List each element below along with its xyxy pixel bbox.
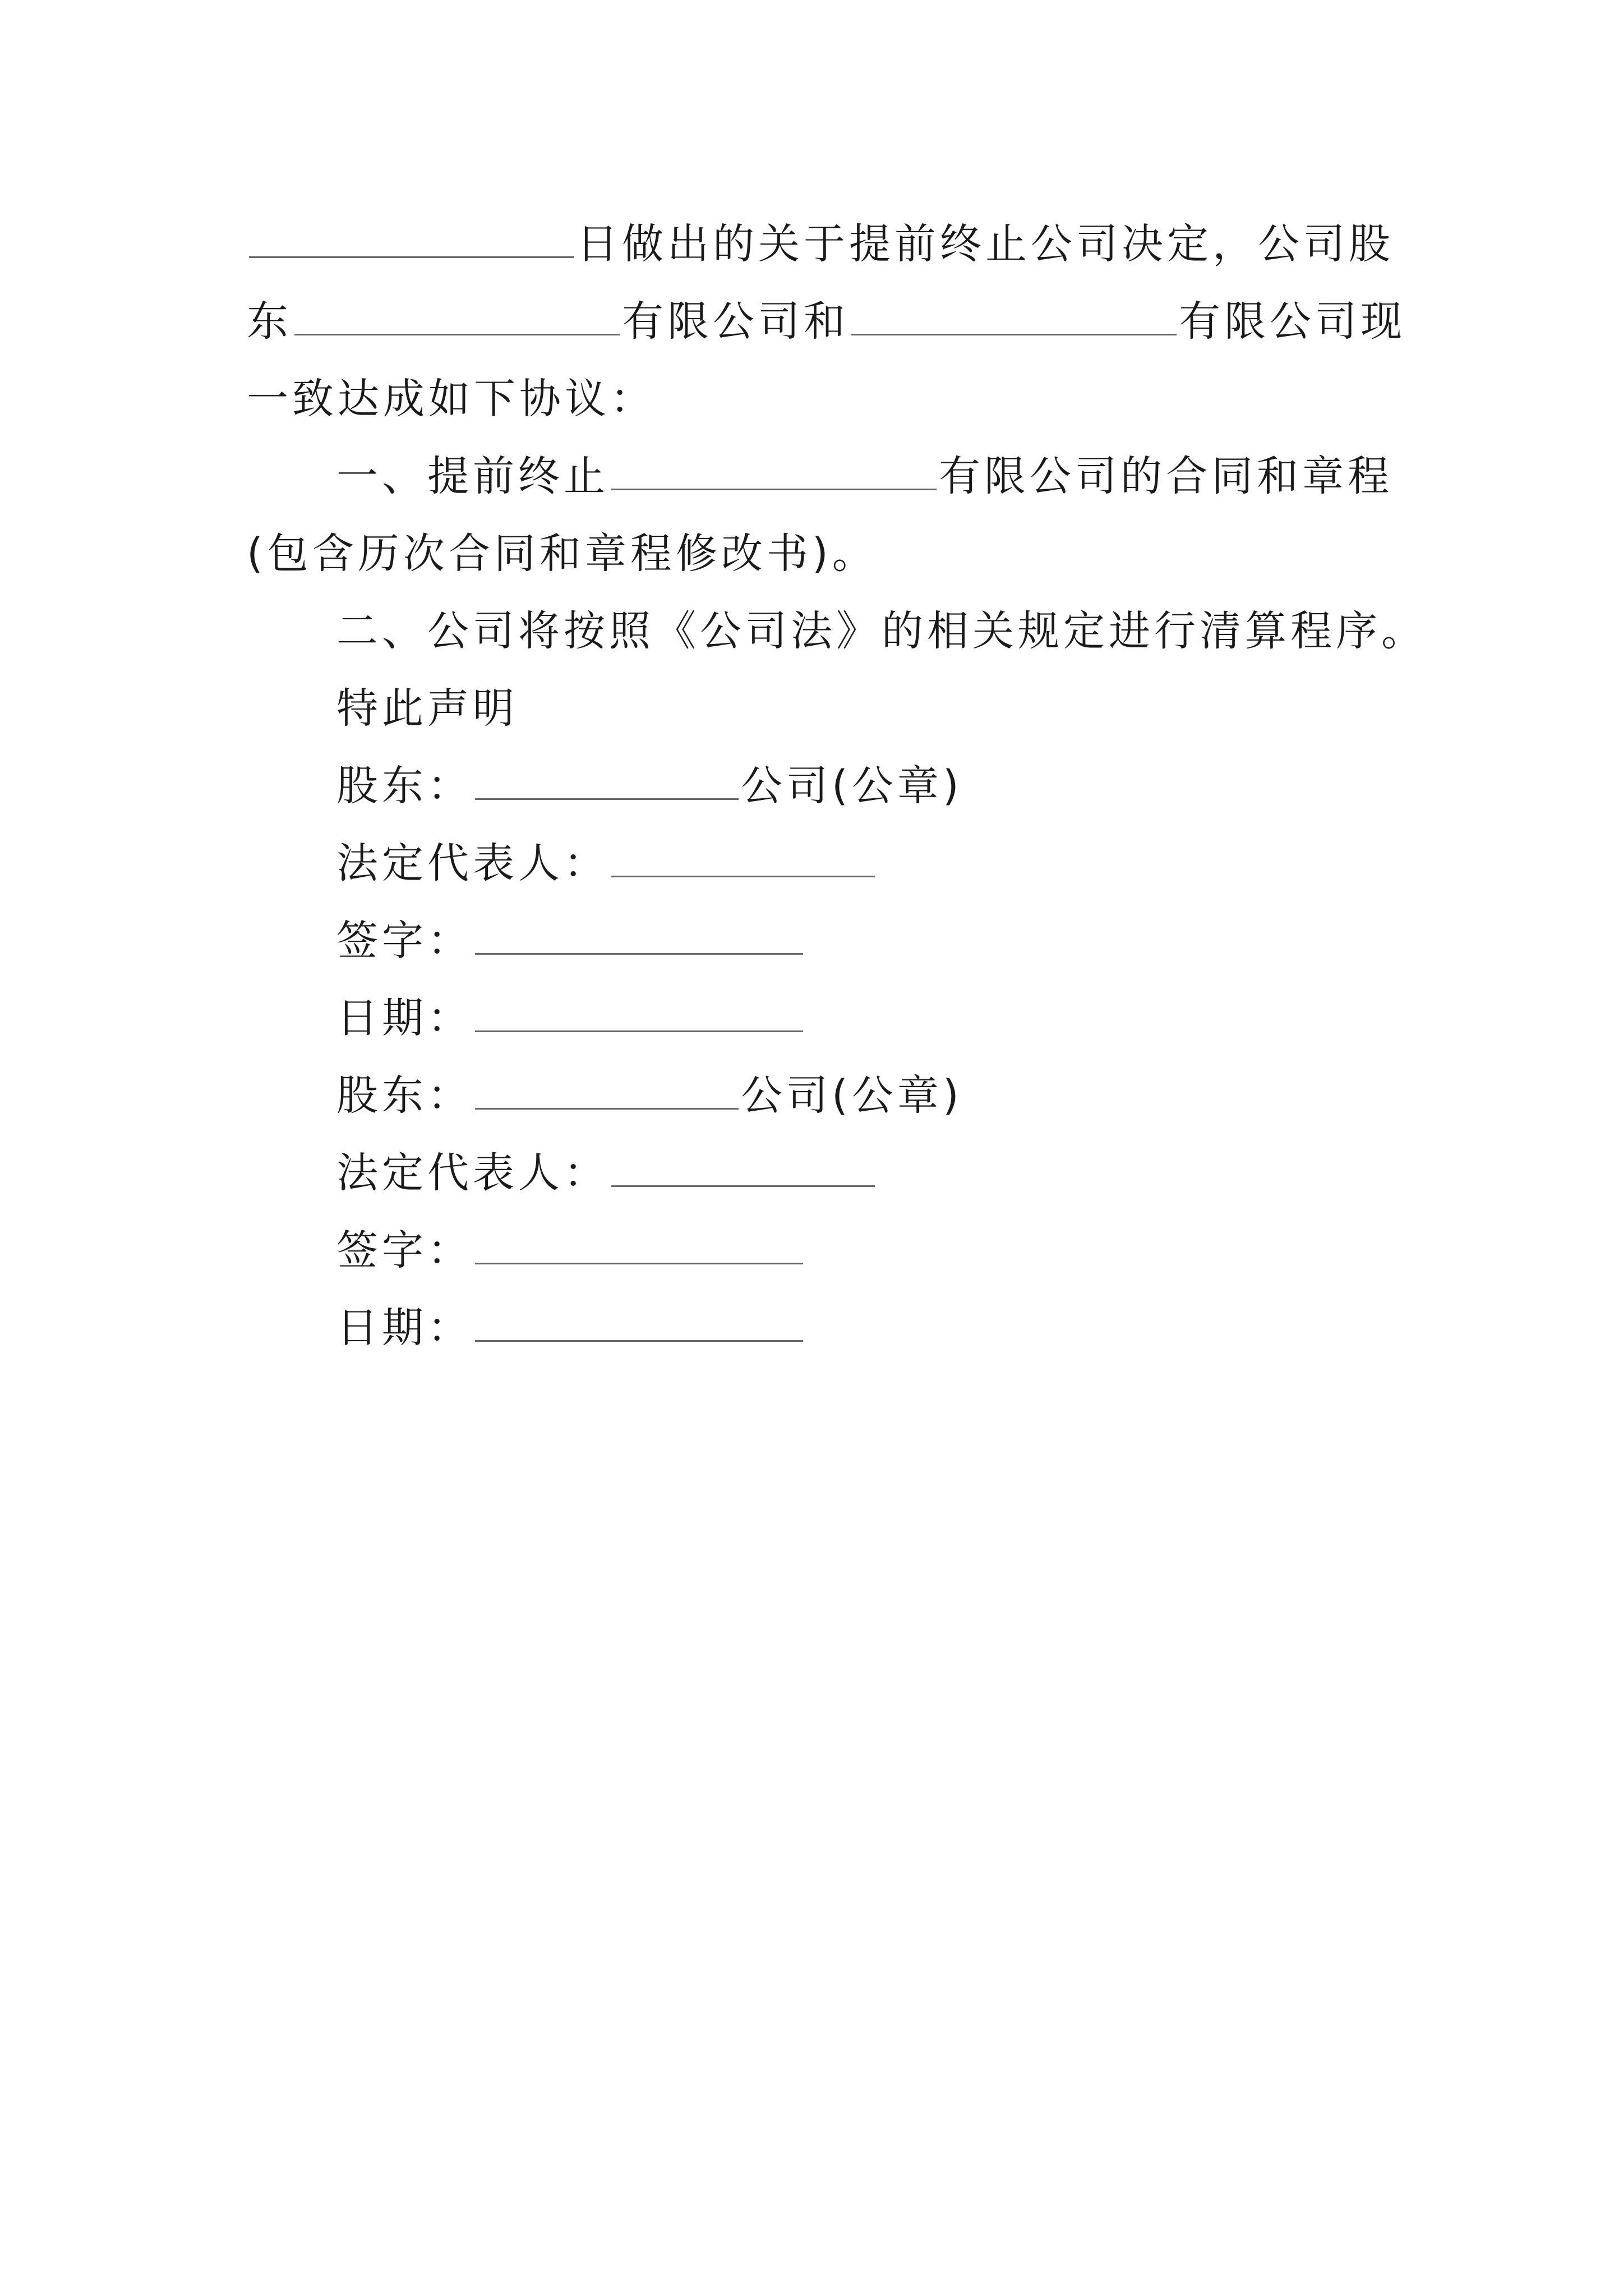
sig2-date-row	[336, 1294, 805, 1361]
para1-line3-text: 一致达成如下协议：	[247, 375, 656, 423]
clause1-prefix: 一、提前终止	[336, 452, 609, 500]
sig2-legal-rep-label: 法定代表人：	[336, 1149, 609, 1197]
clause1-company-blank[interactable]	[611, 447, 937, 490]
sig1-sign-label: 签字：	[336, 917, 473, 965]
sig1-date-row	[336, 984, 805, 1052]
para1-line2-prefix: 东	[247, 297, 292, 346]
sig1-date-blank[interactable]	[475, 989, 803, 1032]
date-blank[interactable]	[249, 215, 574, 258]
clause1-line2	[247, 520, 878, 587]
sig1-sign-blank[interactable]	[475, 912, 803, 955]
para1-line3	[247, 365, 656, 432]
sig2-shareholder-row	[336, 1062, 963, 1129]
para1-line2-mid: 有限公司和	[622, 297, 849, 346]
para1-line2-suffix: 有限公司现	[1179, 297, 1406, 346]
clause2-text: 二、公司将按照《公司法》的相关规定进行清算程序。	[336, 607, 1427, 655]
clause1-continuation: (包含历次合同和章程修改书)。	[247, 530, 878, 578]
sig2-sign-row	[336, 1217, 805, 1284]
clause1-line1	[336, 443, 1393, 510]
sig1-company-suffix: 公司(公章)	[741, 762, 963, 810]
sig2-legal-rep-blank[interactable]	[611, 1144, 875, 1187]
declaration-text: 特此声明	[336, 684, 518, 733]
sig1-shareholder-row	[336, 752, 963, 820]
sig2-shareholder-label: 股东：	[336, 1071, 473, 1120]
company-a-blank[interactable]	[294, 292, 620, 335]
sig2-company-suffix: 公司(公章)	[741, 1071, 963, 1120]
sig2-company-blank[interactable]	[475, 1066, 739, 1110]
sig1-date-label: 日期：	[336, 994, 473, 1042]
para1-line2	[247, 288, 1406, 355]
sig1-legal-rep-label: 法定代表人：	[336, 839, 609, 887]
sig1-sign-row	[336, 907, 805, 974]
sig1-company-blank[interactable]	[475, 757, 739, 800]
sig1-shareholder-label: 股东：	[336, 762, 473, 810]
clause2-line	[336, 597, 1427, 665]
sig2-sign-label: 签字：	[336, 1226, 473, 1274]
sig2-sign-blank[interactable]	[475, 1221, 803, 1264]
sig2-date-label: 日期：	[336, 1304, 473, 1352]
clause1-suffix: 有限公司的合同和章程	[939, 452, 1393, 500]
sig2-date-blank[interactable]	[475, 1299, 803, 1342]
para1-line1-text: 日做出的关于提前终止公司决定，公司股	[577, 220, 1394, 268]
sig2-legal-rep-row	[336, 1139, 877, 1207]
company-b-blank[interactable]	[851, 292, 1177, 335]
para1-line1	[247, 210, 1394, 278]
sig1-legal-rep-blank[interactable]	[611, 834, 875, 877]
declaration	[336, 675, 518, 742]
sig1-legal-rep-row	[336, 830, 877, 897]
